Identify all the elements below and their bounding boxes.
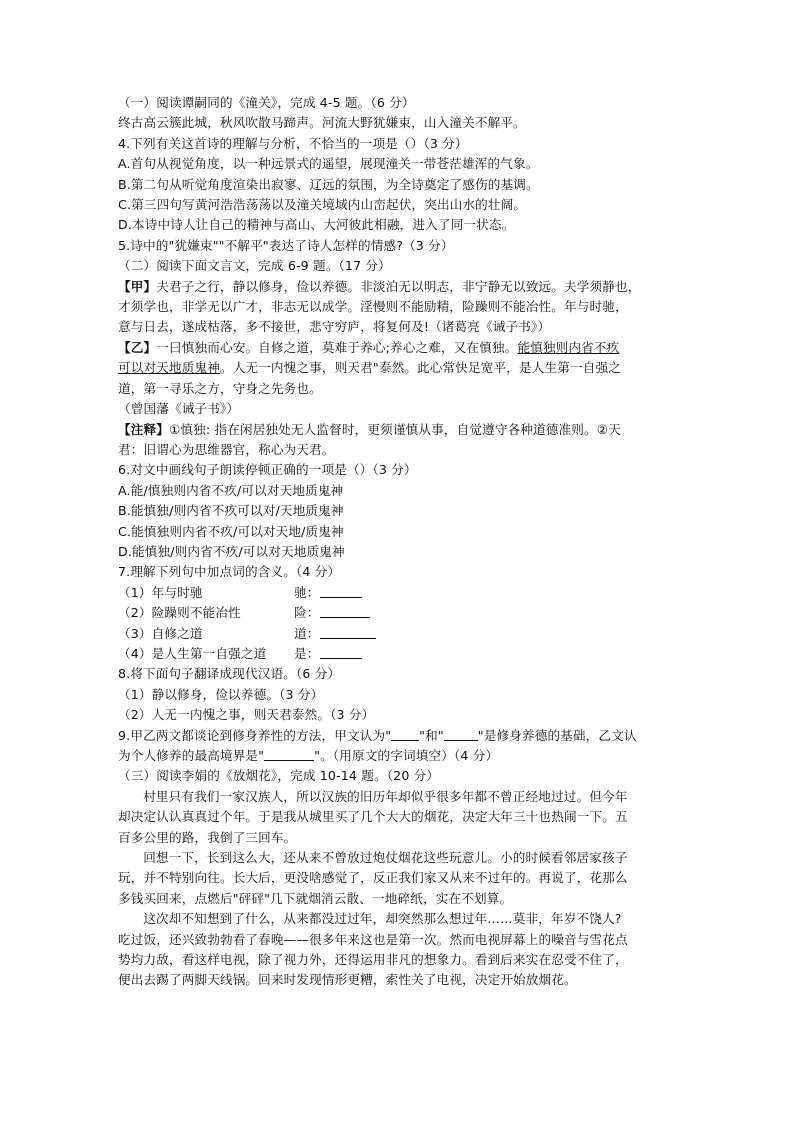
exam-page (118, 93, 678, 991)
question-5: 5.诗中的"犹嫌束""不解平"表达了诗人怎样的情感?（3 分） (118, 237, 454, 253)
question-8: 8.将下面句子翻译成现代汉语。（6 分） (118, 666, 341, 682)
q9-text-d: 为个人修养的最高境界是" (118, 748, 265, 763)
q8-item-1: （1）静以修身，俭以养德。（3 分） (118, 686, 324, 702)
yi-source: （曾国藩《诫子书》） (118, 401, 240, 417)
q4-option-d: D.本诗中诗人让自己的精神与高山、大河彼此相融，进入了同一状态。 (118, 217, 515, 233)
q8-item-2: （2）人无一内愧之事，则天君泰然。（3 分） (118, 707, 375, 723)
yi-line-3: 道，第一寻乐之方，守身之先务也。 (118, 380, 322, 396)
para2-line-3: 多钱买回来，点燃后"砰砰"几下就烟消云散、一地碎纸，实在不划算。 (118, 890, 513, 906)
yi-line-1 (118, 338, 678, 358)
yi-underlined-2: 可以对天地质鬼神 (118, 360, 220, 376)
para3-line-2: 吃过饭，还兴致勃勃看了春晚——很多年来这也是第一次。然而电视屏幕上的噪音与雪花点 (118, 931, 628, 947)
q7-item-4-blank[interactable] (320, 646, 362, 659)
q7-item-4-label: （4）是人生第一自强之道 (118, 645, 267, 661)
question-9-line-2 (118, 746, 678, 766)
q7-item-4-word: 是： (294, 645, 320, 661)
yi-underlined-1: 能慎独则内省不疚 (517, 339, 620, 355)
note-line-1 (118, 420, 678, 440)
q9-blank-1[interactable] (391, 728, 419, 741)
section2-heading: （二）阅读下面文言文，完成 6-9 题。（17 分） (118, 258, 391, 274)
q9-text-b: "和" (419, 727, 444, 743)
jia-line-2: 才须学也，非学无以广才，非志无以成学。淫慢则不能励精，险躁则不能冶性。年与时驰， (118, 299, 628, 315)
para1-line-1: 村里只有我们一家汉族人，所以汉族的旧历年却似乎很多年都不曾正经地过过。但今年 (143, 788, 628, 804)
q9-blank-3[interactable] (264, 748, 314, 761)
q7-item-2-word: 险： (294, 605, 320, 621)
q6-option-b: B.能慎独/则内省不疚可以对/天地质鬼神 (118, 503, 344, 519)
section3-heading: （三）阅读李娟的《放烟花》，完成 10-14 题。（20 分） (118, 768, 440, 784)
yi-text-2: 。人无一内愧之事，则天君"泰然。此心常快足宽平，是人生第一自强之 (219, 360, 621, 376)
poem-text: 终古高云簇此城，秋风吹散马蹄声。河流大野犹嫌束，山入潼关不解平。 (118, 115, 526, 131)
jia-tag: 【甲】 (118, 278, 157, 294)
q7-item-1-word: 驰： (294, 584, 320, 600)
q4-option-b: B.第二句从听觉角度渲染出寂寥、辽远的氛围，为全诗奠定了感伤的基调。 (118, 176, 539, 192)
para3-line-1: 这次却不知想到了什么，从来都没过过年，却突然那么想过年……莫非，年岁不饶人? (143, 911, 622, 927)
jia-text-1: 夫君子之行，静以修身，俭以养德。非淡泊无以明志，非宁静无以致远。夫学须静也， (156, 278, 641, 294)
para3-line-3: 势均力敌，看这样电视，除了视力外，还得运用非凡的想象力。看到后来实在忍受不住了， (118, 952, 628, 968)
jia-line-3: 意与日去，遂成枯落，多不接世，悲守穷庐，将复何及!（诸葛亮《诫子书》） (118, 319, 551, 335)
q4-option-a: A.首句从视觉角度，以一种远景式的遥望，展现潼关一带苍茫雄浑的气象。 (118, 156, 539, 172)
q9-text-a: 9.甲乙两文都谈论到修身养性的方法，甲文认为" (118, 727, 392, 743)
q7-item-3-blank[interactable] (320, 626, 376, 639)
q9-blank-2[interactable] (444, 728, 478, 741)
question-4: 4.下列有关这首诗的理解与分析，不恰当的一项是（）（3 分） (118, 135, 468, 151)
q7-item-4 (118, 644, 678, 664)
q7-item-1-blank[interactable] (320, 585, 362, 598)
para2-line-2: 玩，并不特别向往。长大后，更没啥感觉了，反正我们家又从来不过年的。再说了，花那么 (118, 870, 628, 886)
q7-item-2-label: （2）险躁则不能冶性 (118, 605, 241, 621)
q7-item-1 (118, 583, 678, 603)
para2-line-1: 回想一下，长到这么大，还从来不曾放过炮仗烟花这些玩意儿。小的时候看邻居家孩子 (143, 850, 628, 866)
yi-line-2 (118, 358, 678, 378)
q7-item-3-word: 道： (294, 625, 320, 641)
note-text-1: ①慎独: 指在闲居独处无人监督时，更须谨慎从事，自觉遵守各种道德准则。②天 (168, 421, 621, 437)
question-9-line-1 (118, 726, 678, 746)
question-6: 6.对文中画线句子朗读停顿正确的一项是（）（3 分） (118, 462, 417, 478)
q6-option-a: A.能/慎独则内省不疚/可以对天地质鬼神 (118, 482, 344, 498)
note-line-2: 君：旧谓心为思维器官，称心为天君。 (118, 441, 335, 457)
jia-line-1 (118, 277, 678, 297)
q7-item-1-label: （1）年与时驰 (118, 584, 203, 600)
question-7: 7.理解下列句中加点词的含义。（4 分） (118, 564, 341, 580)
q9-text-c: "是修身养德的基础，乙文认 (477, 727, 637, 743)
para3-line-4: 便出去踢了两脚天线锅。回来时发现情形更糟，索性关了电视，决定开始放烟花。 (118, 972, 577, 988)
q7-item-2-blank[interactable] (320, 605, 370, 618)
q4-option-c: C.第三四句写黄河浩浩荡荡以及潼关境域内山峦起伏，突出山水的壮阔。 (118, 197, 527, 213)
para1-line-2: 却决定认认真真过个年。于是我从城里买了几个大大的烟花，决定大年三十也热闹一下。五 (118, 809, 628, 825)
section1-heading: （一）阅读谭嗣同的《潼关》，完成 4-5 题。（6 分） (118, 95, 415, 110)
yi-text-1: 一曰慎独而心安。自修之道，莫难于养心;养心之难，又在慎独。 (156, 339, 518, 355)
para1-line-3: 百多公里的路，我倒了三回车。 (118, 829, 297, 845)
note-tag: 【注释】 (118, 421, 169, 437)
q7-item-3 (118, 624, 678, 644)
q6-option-c: C.能慎独则内省不疚/可以对天地/质鬼神 (118, 523, 344, 539)
q9-text-e: "。（用原文的字词填空）（4 分） (314, 748, 499, 763)
q7-item-2 (118, 603, 678, 623)
q6-option-d: D.能慎独/则内省不疚/可以对天地质鬼神 (118, 543, 345, 559)
yi-tag: 【乙】 (118, 339, 157, 355)
q7-item-3-label: （3）自修之道 (118, 625, 203, 641)
